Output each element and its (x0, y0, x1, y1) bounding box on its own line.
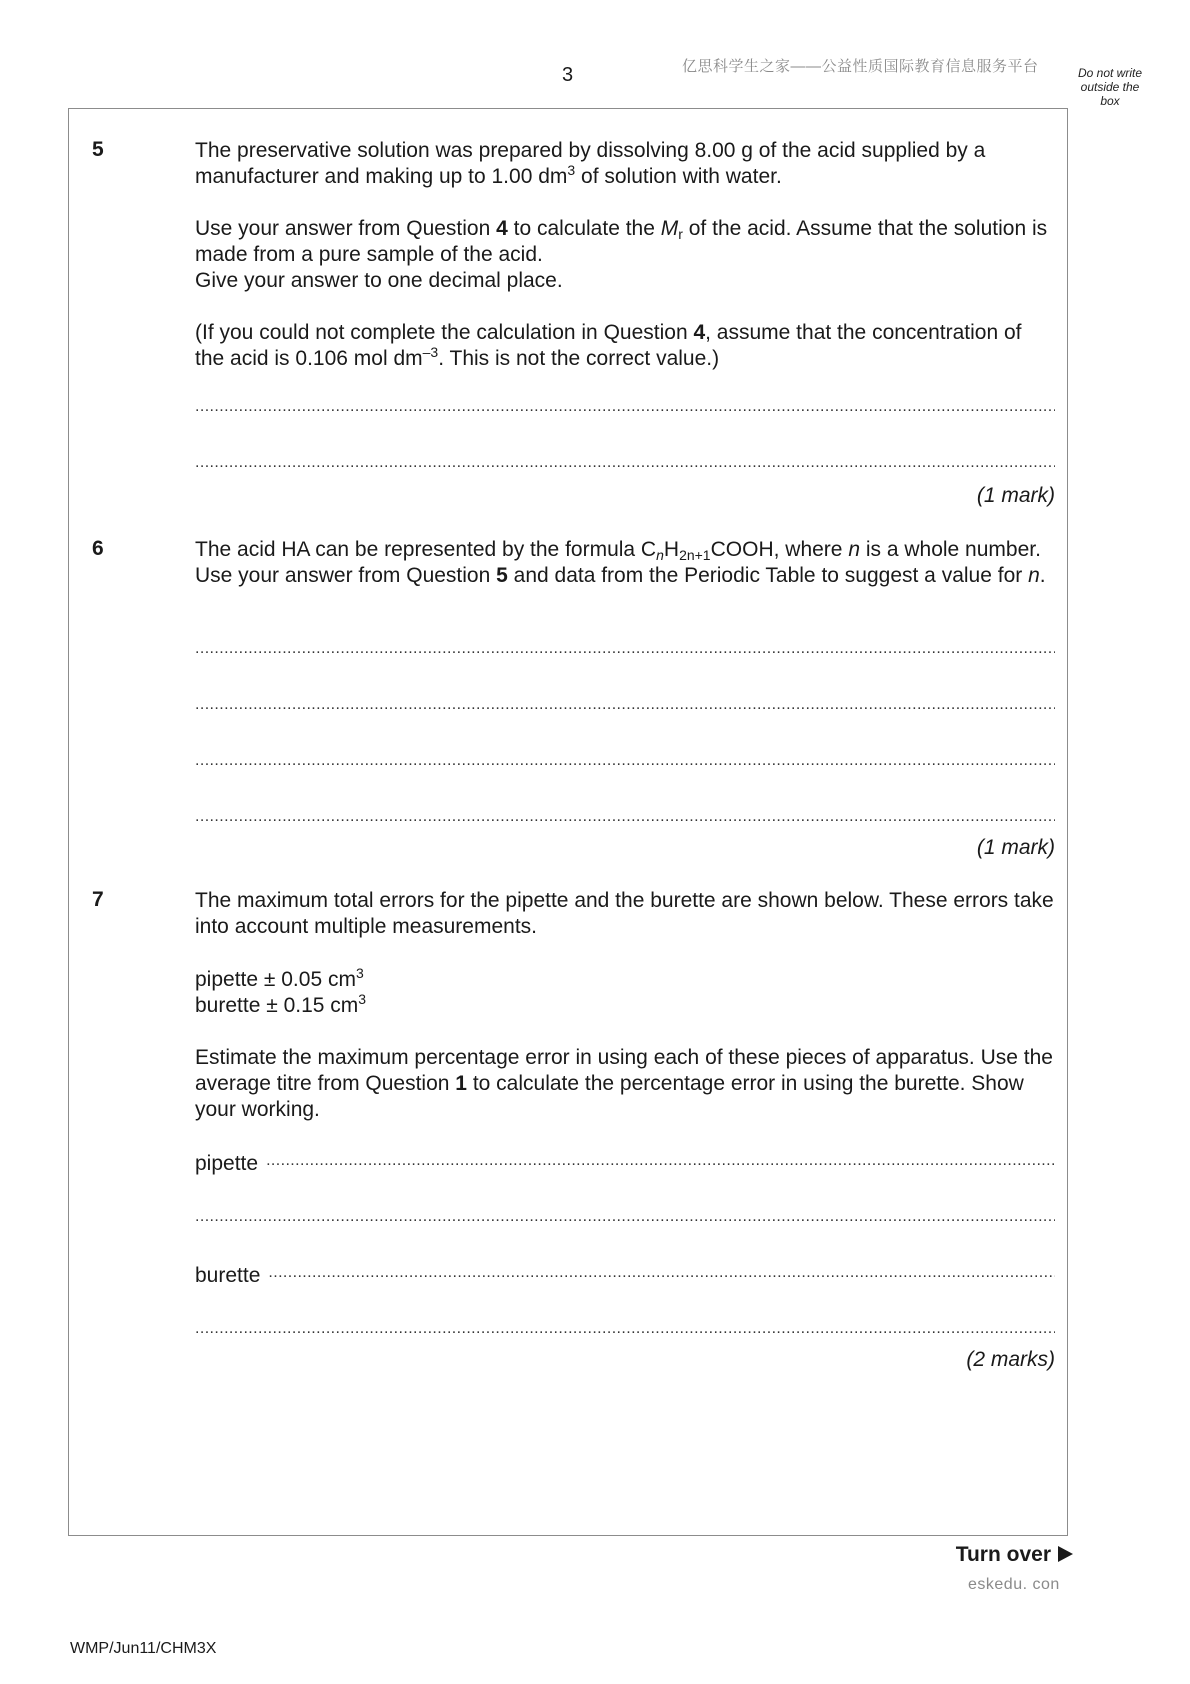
answer-line[interactable] (266, 1152, 1055, 1176)
question-7-mark: (2 marks) (966, 1348, 1055, 1371)
answer-line[interactable] (195, 752, 1055, 778)
question-5-number: 5 (92, 138, 104, 161)
answer-line[interactable] (268, 1264, 1055, 1288)
question-5-instruction: Use your answer from Question 4 to calculate the $M_r$ of the acid. Assume that the solution is made from a pure sample of the acid. Give your answer to one decimal place. (195, 217, 1048, 292)
burette-answer-row (195, 1260, 1055, 1288)
arrow-right-icon (1058, 1546, 1073, 1562)
answer-line[interactable] (195, 640, 1055, 666)
margin-note (1068, 66, 1152, 108)
question-6-mark: (1 mark) (976, 836, 1055, 859)
margin-note-line: outside the (1080, 80, 1140, 94)
pipette-answer-row (195, 1148, 1055, 1176)
site-watermark: eskedu. con (968, 1576, 1060, 1593)
page-number: 3 (562, 64, 574, 86)
question-7-intro: The maximum total errors for the pipette and the burette are shown below. These errors take into account multiple measurements. (195, 889, 1054, 938)
turn-over: Turn over (956, 1543, 1073, 1567)
question-6-text: The acid HA can be represented by the formula $C_nH_{2n+1}COOH$, where n is a whole number. Use your answer from Question 5 and data from the Periodic Table to suggest a value for n. (195, 538, 1046, 587)
question-5-intro: The preservative solution was prepared by dissolving 8.00 g of the acid supplied by a manufacturer and making up to 1.00 $dm^3$ of solution with water. (195, 139, 986, 188)
answer-line[interactable] (195, 808, 1055, 834)
margin-note-line: Do not write (1077, 66, 1143, 80)
question-6-number: 6 (92, 537, 104, 560)
error-values: pipette ± 0.05 $cm^3$ burette ± 0.15 $cm^3$ (195, 965, 367, 1017)
answer-line[interactable] (195, 1208, 1055, 1234)
question-7-instruction: Estimate the maximum percentage error in using each of these pieces of apparatus. Use the average titre from Question 1 to calculate the percentage error in using the burette. Show your working. (195, 1046, 1053, 1121)
watermark-text: 亿思科学生之家——公益性质国际教育信息服务平台 (682, 58, 1039, 75)
answer-line[interactable] (195, 696, 1055, 722)
burette-label: burette (195, 1264, 261, 1287)
question-7-number: 7 (92, 888, 104, 911)
question-5-mark: (1 mark) (976, 484, 1055, 507)
paper-code: WMP/Jun11/CHM3X (70, 1640, 217, 1657)
answer-line[interactable] (195, 398, 1055, 424)
pipette-label: pipette (195, 1152, 259, 1175)
margin-note-line: box (1100, 94, 1120, 108)
question-5-fallback-note: (If you could not complete the calculation in Question 4, assume that the concentration of the acid is 0.106 mol $dm^{-3}$. This is not the correct value.) (195, 321, 1022, 370)
answer-line[interactable] (195, 1320, 1055, 1346)
answer-line[interactable] (195, 454, 1055, 480)
